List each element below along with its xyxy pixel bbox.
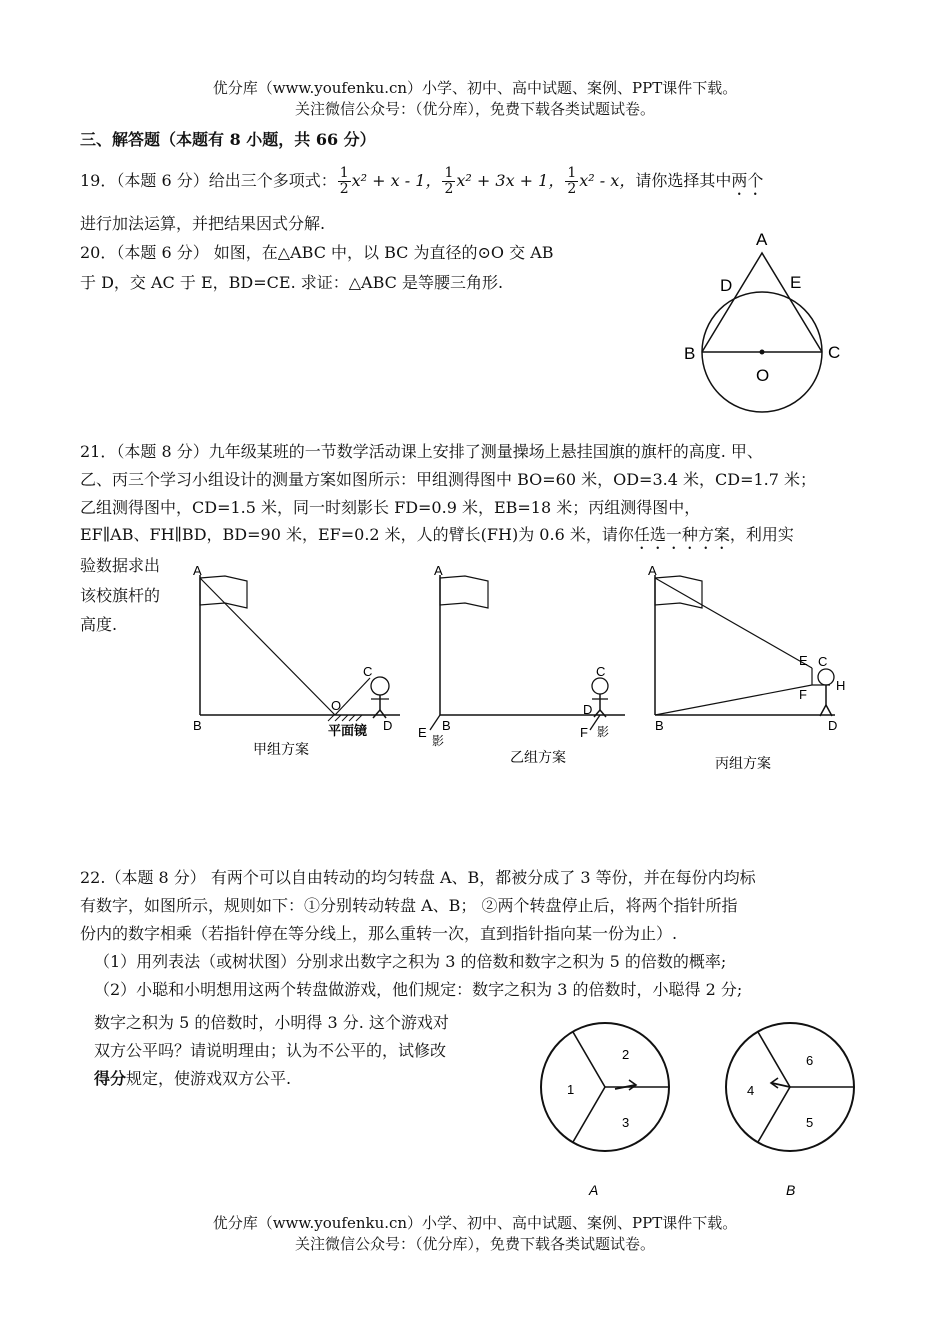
q19-frac-1: $\frac{1}{2}$ xyxy=(339,165,349,197)
caption-bing: 丙组方案 xyxy=(715,755,771,771)
svg-text:O: O xyxy=(331,698,342,713)
svg-text:C: C xyxy=(363,664,373,679)
svg-text:5: 5 xyxy=(806,1115,814,1130)
svg-text:3: 3 xyxy=(622,1115,630,1130)
label-c: C xyxy=(828,343,841,362)
person-head xyxy=(818,669,834,685)
mirror-label: 平面镜 xyxy=(328,723,368,738)
svg-text:D: D xyxy=(383,718,393,733)
q22-part-2: （2）小聪和小明想用这两个转盘做游戏，他们规定：数字之积为 3 的倍数时，小聪得 2 分; xyxy=(94,980,743,999)
svg-text:2: 2 xyxy=(622,1047,630,1062)
svg-text:C: C xyxy=(596,664,606,679)
q21-dotted: 任选一种方案 xyxy=(633,525,730,544)
q19-frac-3: $\frac{1}{2}$ xyxy=(567,165,577,197)
q20-figure xyxy=(670,225,860,420)
svg-text:影: 影 xyxy=(432,734,445,748)
q21-side-3: 高度. xyxy=(80,615,118,634)
label-d: D xyxy=(720,276,733,295)
header-line-2: 关注微信公众号：（优分库），免费下载各类试题试卷。 xyxy=(294,100,655,118)
svg-text:B: B xyxy=(193,718,202,733)
q19-choose: 请你选择其中 xyxy=(635,171,732,190)
svg-text:B: B xyxy=(655,718,664,733)
svg-text:E: E xyxy=(799,653,808,668)
q19-poly-2: x² + 3x + 1， xyxy=(456,171,565,190)
mirror-hatch xyxy=(328,715,362,721)
svg-text:D: D xyxy=(583,702,593,717)
section-title: 三、解答题（本题有 8 小题，共 66 分） xyxy=(80,130,376,149)
svg-text:B: B xyxy=(442,718,451,733)
svg-text:F: F xyxy=(799,687,807,702)
q21-side-2: 该校旗杆的 xyxy=(80,586,161,605)
footer-line-1: 优分库（www.youfenku.cn）小学、初中、高中试题、案例、PPT课件下载。 xyxy=(212,1214,738,1232)
label-a: A xyxy=(756,230,768,249)
center-dot xyxy=(760,350,765,355)
flag xyxy=(440,576,488,608)
wheel-b xyxy=(722,1015,872,1205)
footer-line-2: 关注微信公众号：（优分库），免费下载各类试题试卷。 xyxy=(294,1235,655,1253)
q19-poly-1: x² + x - 1， xyxy=(351,171,442,190)
wheel-a xyxy=(535,1015,685,1205)
label-e: E xyxy=(790,273,802,292)
q21-line-3: 乙组测得图中，CD=1.5 米，同一时刻影长 FD=0.9 米，EB=18 米；丙组测得图中， xyxy=(80,498,701,517)
svg-text:E: E xyxy=(418,725,427,740)
q22-part-1: （1）用列表法（或树状图）分别求出数字之积为 3 的倍数和数字之积为 5 的倍数的概率; xyxy=(94,952,727,971)
triangle-sides xyxy=(702,253,822,352)
person-head xyxy=(371,677,389,695)
person-head xyxy=(592,678,608,694)
q22-line-2: 有数字，如图所示，规则如下：①分别转动转盘 A、B； ②两个转盘停止后，将两个指针所指 xyxy=(80,896,738,915)
q19-choose-dotted: 两个 xyxy=(731,171,764,190)
svg-text:H: H xyxy=(836,678,846,693)
svg-text:A: A xyxy=(193,563,202,578)
fig-yi xyxy=(410,560,635,775)
svg-text:1: 1 xyxy=(567,1082,575,1097)
q19-poly-3: x² - x， xyxy=(579,171,636,190)
q21-side-1: 验数据求出 xyxy=(80,556,161,575)
svg-text:4: 4 xyxy=(747,1083,755,1098)
wheel-a-label: A xyxy=(589,1182,599,1198)
label-o: O xyxy=(756,366,770,385)
label-b: B xyxy=(684,344,696,363)
flag xyxy=(200,576,247,608)
svg-text:A: A xyxy=(648,563,657,578)
q20-line-1: 20．（本题 6 分） 如图，在△ABC 中，以 BC 为直径的⊙O 交 AB xyxy=(80,243,554,262)
fig-bing xyxy=(640,560,870,775)
q20-line-2: 于 D，交 AC 于 E，BD=CE. 求证：△ABC 是等腰三角形. xyxy=(80,273,504,292)
q22-part-2-l3: 双方公平吗？请说明理由；认为不公平的，试修改 xyxy=(94,1041,447,1060)
q22-part-2-l4: 得分规定，使游戏双方公平. xyxy=(94,1069,292,1088)
svg-text:6: 6 xyxy=(806,1053,814,1068)
q19-prefix: 19．（本题 6 分）给出三个多项式： xyxy=(80,171,337,190)
svg-text:A: A xyxy=(434,563,443,578)
q22-line-1: 22.（本题 8 分） 有两个可以自由转动的均匀转盘 A、B，都被分成了 3 等份，并在每份内均标 xyxy=(80,868,756,887)
q22-line-3: 份内的数字相乘（若指针停在等分线上，那么重转一次，直到指针指向某一份为止）. xyxy=(80,924,678,943)
svg-text:D: D xyxy=(828,718,838,733)
svg-text:C: C xyxy=(818,654,828,669)
wheel-b-label: B xyxy=(786,1182,796,1198)
q22-part-2-l2: 数字之积为 5 的倍数时，小明得 3 分. 这个游戏对 xyxy=(94,1013,449,1032)
svg-text:F: F xyxy=(580,725,588,740)
header-line-1: 优分库（www.youfenku.cn）小学、初中、高中试题、案例、PPT课件下载。 xyxy=(212,79,738,97)
fig-jia xyxy=(185,560,420,775)
q19-line-2: 进行加法运算，并把结果因式分解. xyxy=(80,214,326,233)
q21-line-4: EF∥AB、FH∥BD，BD=90 米，EF=0.2 米，人的臂长(FH)为 0.6 米，请你任选一种方案，利用实 xyxy=(80,525,794,544)
q21-line-1: 21．（本题 8 分）九年级某班的一节数学活动课上安排了测量操场上悬挂国旗的旗杆的高度. 甲、 xyxy=(80,442,763,461)
q21-line-2: 乙、丙三个学习小组设计的测量方案如图所示：甲组测得图中 BO=60 米，OD=3.4 米，CD=1.7 米； xyxy=(80,470,817,489)
caption-yi: 乙组方案 xyxy=(510,749,566,765)
svg-text:影: 影 xyxy=(597,725,610,739)
q19-line-1 xyxy=(80,166,763,199)
caption-jia: 甲组方案 xyxy=(253,741,309,757)
q19-frac-2: $\frac{1}{2}$ xyxy=(444,165,454,197)
